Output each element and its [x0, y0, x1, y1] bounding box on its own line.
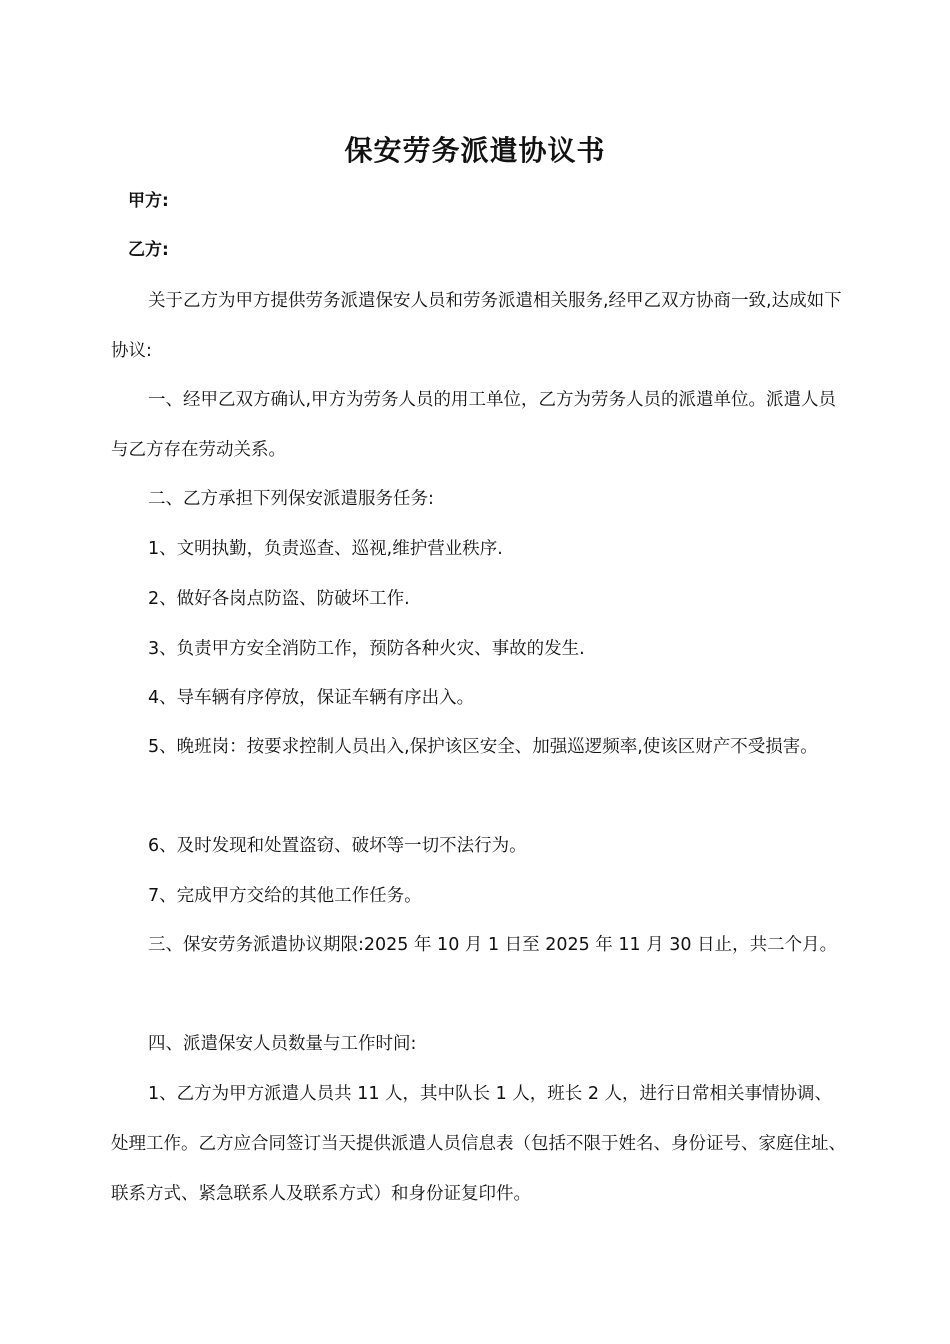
intro-paragraph: 关于乙方为甲方提供劳务派遣保安人员和劳务派遣相关服务,经甲乙双方协商一致,达成如下协议:	[111, 291, 842, 361]
clause-2-item-4: 4、导车辆有序停放，保证车辆有序出入。	[148, 688, 475, 708]
clause-2-item-1: 1、文明执勤，负责巡查、巡视,维护营业秩序.	[148, 539, 503, 559]
clause-2-heading: 二、乙方承担下列保安派遣服务任务:	[148, 489, 434, 509]
clause-2-item-2: 2、做好各岗点防盗、防破坏工作.	[148, 589, 410, 609]
clause-2-item-5: 5、晚班岗：按要求控制人员出入,保护该区安全、加强巡逻频率,使该区财产不受损害。	[148, 737, 818, 757]
party-b-label: 乙方:	[128, 240, 169, 260]
party-a-label: 甲方:	[128, 191, 169, 211]
clause-4-heading: 四、派遣保安人员数量与工作时间:	[148, 1034, 417, 1054]
clause-4-item-1: 1、乙方为甲方派遣人员共 11 人，其中队长 1 人，班长 2 人，进行日常相关事情协调、处理工作。乙方应合同签订当天提供派遣人员信息表（包括不限于姓名、身份证号、家庭住址、联系方式、紧急联系人及联系方式）和身份证复印件。	[111, 1084, 846, 1204]
document-title: 保安劳务派遣协议书	[344, 134, 606, 167]
clause-2-item-3: 3、负责甲方安全消防工作，预防各种火灾、事故的发生.	[148, 639, 585, 659]
clause-3: 三、保安劳务派遣协议期限:2025 年 10 月 1 日至 2025 年 11 月 30 日止，共二个月。	[148, 935, 838, 955]
clause-2-item-6: 6、及时发现和处置盗窃、破坏等一切不法行为。	[148, 836, 527, 856]
clause-1: 一、经甲乙双方确认,甲方为劳务人员的用工单位，乙方为劳务人员的派遣单位。派遣人员与乙方存在劳动关系。	[111, 390, 837, 460]
clause-2-item-7: 7、完成甲方交给的其他工作任务。	[148, 886, 422, 906]
